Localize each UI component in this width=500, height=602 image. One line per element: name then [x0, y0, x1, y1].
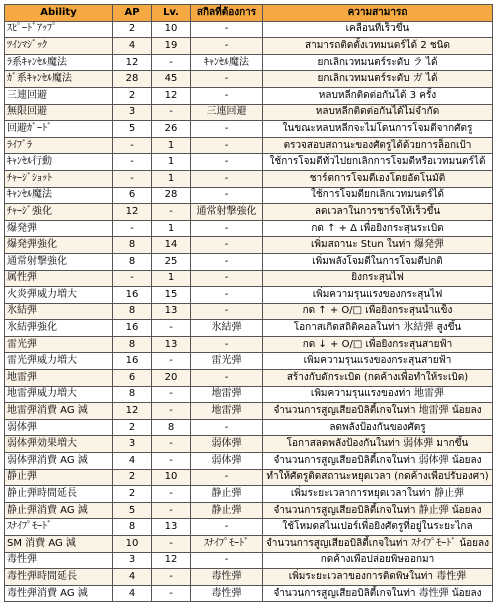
description-cell: จำนวนการสูญเสียอบิลิตี้เกจในท่า 地雷弾 น้อยลง — [263, 403, 493, 420]
ability-cell: ｽﾅｲﾌﾟﾓｰﾄﾞ — [5, 519, 113, 536]
description-cell: ใช้โหมดสไนเปอร์เพื่อยิงศัตรูที่อยู่ในระยะไกล — [263, 519, 493, 536]
description-cell: เพิ่มระยะเวลาการหยุดเวลาในท่า 静止弾 — [263, 486, 493, 503]
table-row — [5, 502, 493, 519]
ability-cell: 通常射撃強化 — [5, 253, 113, 270]
table-body — [5, 21, 493, 602]
ability-cell: ｷｬﾝｾﾙ行動 — [5, 154, 113, 171]
required-skill-cell: - — [191, 370, 263, 387]
description-cell: ลดพลังป้องกันของศัตรู — [263, 419, 493, 436]
ap-cell: 3 — [113, 552, 152, 569]
ability-cell: 静止弾時間延長 — [5, 486, 113, 503]
required-skill-cell: - — [191, 187, 263, 204]
ability-cell: 雷光弾 — [5, 336, 113, 353]
level-cell: 25 — [152, 253, 191, 270]
description-cell: สามารถติดตั้งเวทมนตร์ได้ 2 ชนิด — [263, 38, 493, 55]
level-cell: - — [152, 320, 191, 337]
table-row — [5, 137, 493, 154]
description-cell: เพิ่มความรุนแรงของกระสุนสายฟ้า — [263, 353, 493, 370]
ap-cell: 2 — [113, 21, 152, 38]
description-cell: เพิ่มสถานะ Stun ในท่า 爆発弾 — [263, 237, 493, 254]
ap-cell: 4 — [113, 569, 152, 586]
description-cell: จำนวนการสูญเสียอบิลิตี้เกจในท่า 静止弾 น้อยลง — [263, 502, 493, 519]
ability-cell: ﾁｬｰｼﾞｼｮｯﾄ — [5, 170, 113, 187]
table-row — [5, 320, 493, 337]
level-cell: 14 — [152, 237, 191, 254]
required-skill-cell: - — [191, 519, 263, 536]
ability-cell: ｽﾋﾟｰﾄﾞｱｯﾌﾟ — [5, 21, 113, 38]
ap-cell: - — [113, 170, 152, 187]
ap-cell: 4 — [113, 453, 152, 470]
description-cell: กดค้างเพื่อปล่อยพิษออกมา — [263, 552, 493, 569]
required-skill-cell: ｽﾅｲﾌﾟﾓｰﾄﾞ — [191, 536, 263, 553]
description-cell: ใช้การโจมตีทั่วไปยกเลิกการโจมตีหรือเวทมนตร์ได้ — [263, 154, 493, 171]
ap-cell: - — [113, 220, 152, 237]
ability-cell: 雷光弾威力増大 — [5, 353, 113, 370]
table-row — [5, 303, 493, 320]
ability-cell: 氷結弾 — [5, 303, 113, 320]
ability-cell: 無限回避 — [5, 104, 113, 121]
ap-cell: 16 — [113, 320, 152, 337]
ap-cell: 12 — [113, 204, 152, 221]
level-cell: 28 — [152, 187, 191, 204]
header-row — [5, 5, 493, 22]
ap-cell: 3 — [113, 436, 152, 453]
ability-cell: 弱体弾効果増大 — [5, 436, 113, 453]
ability-cell: 火炎弾威力増大 — [5, 287, 113, 304]
level-cell: - — [152, 353, 191, 370]
table-row — [5, 38, 493, 55]
ap-cell: 2 — [113, 469, 152, 486]
table-row — [5, 21, 493, 38]
description-cell: เพิ่มพลังโจมตีในการโจมตีปกติ — [263, 253, 493, 270]
header-level: Lv. — [152, 5, 191, 22]
ap-cell: 8 — [113, 386, 152, 403]
description-cell: เคลื่อนที่เร็วขึ้น — [263, 21, 493, 38]
description-cell: เพิ่มความรุนแรงของท่า 地雷弾 — [263, 386, 493, 403]
table-row — [5, 436, 493, 453]
ability-cell: 毒性弾消費 AG 減 — [5, 585, 113, 602]
required-skill-cell: - — [191, 469, 263, 486]
level-cell: 15 — [152, 287, 191, 304]
required-skill-cell: - — [191, 419, 263, 436]
ap-cell: 6 — [113, 187, 152, 204]
description-cell: หลบหลีกติดต่อกันได้ 3 ครั้ง — [263, 87, 493, 104]
description-cell: จำนวนการสูญเสียอบิลิตี้เกจในท่า 毒性弾 น้อยลง — [263, 585, 493, 602]
level-cell: 13 — [152, 303, 191, 320]
ap-cell: 28 — [113, 71, 152, 88]
header-ability: Ability — [5, 5, 113, 22]
ability-cell: ﾂｲﾝﾏｼﾞｯｸ — [5, 38, 113, 55]
required-skill-cell: - — [191, 237, 263, 254]
ap-cell: 10 — [113, 536, 152, 553]
required-skill-cell: - — [191, 270, 263, 287]
ability-cell: ﾗｲﾌﾞﾗ — [5, 137, 113, 154]
ability-cell: 毒性弾 — [5, 552, 113, 569]
table-row — [5, 403, 493, 420]
level-cell: 19 — [152, 38, 191, 55]
description-cell: ยกเลิกเวทมนตร์ระดับ ガ ได้ — [263, 71, 493, 88]
description-cell: ชาร์ตการโจมตีเองโดยอัตโนมัติ — [263, 170, 493, 187]
required-skill-cell: - — [191, 170, 263, 187]
level-cell: 1 — [152, 137, 191, 154]
description-cell: ในขณะหลบหลีกจะไม่โดนการโจมตีจากศัตรู — [263, 121, 493, 138]
required-skill-cell: 毒性弾 — [191, 569, 263, 586]
level-cell: 20 — [152, 370, 191, 387]
table-row — [5, 569, 493, 586]
level-cell: - — [152, 436, 191, 453]
ability-cell: ﾗ系ｷｬﾝｾﾙ魔法 — [5, 54, 113, 71]
level-cell: 26 — [152, 121, 191, 138]
ap-cell: 8 — [113, 519, 152, 536]
level-cell: 10 — [152, 21, 191, 38]
ability-cell: 三連回避 — [5, 87, 113, 104]
required-skill-cell: - — [191, 287, 263, 304]
table-row — [5, 170, 493, 187]
ap-cell: 16 — [113, 287, 152, 304]
description-cell: หลบหลีกติดต่อกันได้ไม่จำกัด — [263, 104, 493, 121]
table-row — [5, 336, 493, 353]
table-row — [5, 253, 493, 270]
description-cell: ยกเลิกเวทมนตร์ระดับ ラ ได้ — [263, 54, 493, 71]
ability-cell: 弱体弾消費 AG 減 — [5, 453, 113, 470]
table-row — [5, 204, 493, 221]
ability-cell: SM 消費 AG 減 — [5, 536, 113, 553]
required-skill-cell: - — [191, 552, 263, 569]
table-row — [5, 386, 493, 403]
description-cell: ยิงกระสุนไฟ — [263, 270, 493, 287]
ap-cell: - — [113, 154, 152, 171]
table-row — [5, 154, 493, 171]
description-cell: สร้างกับดักระเบิด (กดค้างเพื่อทำให้ระเบิด) — [263, 370, 493, 387]
ap-cell: 8 — [113, 303, 152, 320]
level-cell: - — [152, 585, 191, 602]
required-skill-cell: 地雷弾 — [191, 386, 263, 403]
header-required-skill: สกิลที่ต้องการ — [191, 5, 263, 22]
table-row — [5, 519, 493, 536]
required-skill-cell: 通常射撃強化 — [191, 204, 263, 221]
ability-cell: 弱体弾 — [5, 419, 113, 436]
ability-cell: 属性弾 — [5, 270, 113, 287]
header-ap: AP — [113, 5, 152, 22]
table-row — [5, 270, 493, 287]
ap-cell: 8 — [113, 253, 152, 270]
required-skill-cell: - — [191, 303, 263, 320]
table-row — [5, 287, 493, 304]
required-skill-cell: - — [191, 336, 263, 353]
level-cell: 45 — [152, 71, 191, 88]
required-skill-cell: 弱体弾 — [191, 453, 263, 470]
description-cell: เพิ่มความรุนแรงของกระสุนไฟ — [263, 287, 493, 304]
ap-cell: - — [113, 270, 152, 287]
ability-cell: 回避ｶﾞｰﾄﾞ — [5, 121, 113, 138]
ability-cell: 爆発弾強化 — [5, 237, 113, 254]
required-skill-cell: - — [191, 21, 263, 38]
required-skill-cell: - — [191, 71, 263, 88]
required-skill-cell: 氷結弾 — [191, 320, 263, 337]
level-cell: - — [152, 569, 191, 586]
ap-cell: 8 — [113, 336, 152, 353]
table-row — [5, 536, 493, 553]
ap-cell: 2 — [113, 87, 152, 104]
ability-table-container — [4, 4, 493, 602]
description-cell: ใช้การโจมตียกเลิกเวทมนตร์ได้ — [263, 187, 493, 204]
table-row — [5, 104, 493, 121]
level-cell: 1 — [152, 154, 191, 171]
level-cell: - — [152, 204, 191, 221]
ability-cell: ｷｬﾝｾﾙ魔法 — [5, 187, 113, 204]
ability-cell: 地雷弾威力増大 — [5, 386, 113, 403]
ability-cell: 毒性弾時間延長 — [5, 569, 113, 586]
table-row — [5, 353, 493, 370]
required-skill-cell: ｷｬﾝｾﾙ魔法 — [191, 54, 263, 71]
ap-cell: - — [113, 137, 152, 154]
description-cell: กด ↓ + O/□ เพื่อยิงกระสุนสายฟ้า — [263, 336, 493, 353]
required-skill-cell: - — [191, 87, 263, 104]
level-cell: 13 — [152, 519, 191, 536]
level-cell: 12 — [152, 552, 191, 569]
description-cell: กด ↑ + O/□ เพื่อยิงกระสุนน้ำแข็ง — [263, 303, 493, 320]
ap-cell: 12 — [113, 403, 152, 420]
ability-cell: ﾁｬｰｼﾞ強化 — [5, 204, 113, 221]
required-skill-cell: - — [191, 253, 263, 270]
ability-cell: 氷結弾強化 — [5, 320, 113, 337]
level-cell: - — [152, 403, 191, 420]
required-skill-cell: 雷光弾 — [191, 353, 263, 370]
ability-cell: 地雷弾 — [5, 370, 113, 387]
ap-cell: 2 — [113, 419, 152, 436]
level-cell: - — [152, 453, 191, 470]
table-row — [5, 237, 493, 254]
table-row — [5, 469, 493, 486]
table-row — [5, 486, 493, 503]
table-row — [5, 220, 493, 237]
description-cell: ลดเวลาในการชาร์จให้เร็วขึ้น — [263, 204, 493, 221]
ability-cell: 静止弾 — [5, 469, 113, 486]
required-skill-cell: 静止弾 — [191, 502, 263, 519]
level-cell: - — [152, 486, 191, 503]
ability-cell: ｶﾞ系ｷｬﾝｾﾙ魔法 — [5, 71, 113, 88]
ap-cell: 5 — [113, 502, 152, 519]
ability-cell: 静止弾消費 AG 減 — [5, 502, 113, 519]
description-cell: ทำให้ศัตรูติดสถานะหยุดเวลา (กดค้างเพื่อปรับองศา) — [263, 469, 493, 486]
required-skill-cell: 地雷弾 — [191, 403, 263, 420]
description-cell: เพิ่มระยะเวลาของการติดพิษในท่า 毒性弾 — [263, 569, 493, 586]
required-skill-cell: - — [191, 121, 263, 138]
required-skill-cell: 三連回避 — [191, 104, 263, 121]
table-row — [5, 54, 493, 71]
table-row — [5, 453, 493, 470]
table-row — [5, 552, 493, 569]
level-cell: 8 — [152, 419, 191, 436]
level-cell: - — [152, 54, 191, 71]
table-row — [5, 585, 493, 602]
required-skill-cell: 静止弾 — [191, 486, 263, 503]
description-cell: โอกาสเกิดสถิติคอลในท่า 氷結弾 สูงขึ้น — [263, 320, 493, 337]
ap-cell: 4 — [113, 585, 152, 602]
level-cell: - — [152, 536, 191, 553]
header-description: ความสามารถ — [263, 5, 493, 22]
ap-cell: 5 — [113, 121, 152, 138]
ap-cell: 6 — [113, 370, 152, 387]
ap-cell: 3 — [113, 104, 152, 121]
table-row — [5, 121, 493, 138]
level-cell: 1 — [152, 220, 191, 237]
required-skill-cell: 弱体弾 — [191, 436, 263, 453]
level-cell: 10 — [152, 469, 191, 486]
ability-cell: 地雷弾消費 AG 減 — [5, 403, 113, 420]
ap-cell: 16 — [113, 353, 152, 370]
description-cell: โอกาสลดพลังป้องกันในท่า 弱体弾 มากขึ้น — [263, 436, 493, 453]
required-skill-cell: - — [191, 154, 263, 171]
description-cell: จำนวนการสูญเสียอบิลิตี้เกจในท่า ｽﾅｲﾌﾟﾓｰﾄﾞ น้อยลง — [263, 536, 493, 553]
ability-cell: 爆発弾 — [5, 220, 113, 237]
required-skill-cell: - — [191, 38, 263, 55]
description-cell: จำนวนการสูญเสียอบิลิตี้เกจในท่า 弱体弾 น้อยลง — [263, 453, 493, 470]
required-skill-cell: - — [191, 220, 263, 237]
description-cell: ตรวจสอบสถานะของศัตรูได้ด้วยการล็อกเป้า — [263, 137, 493, 154]
level-cell: - — [152, 104, 191, 121]
level-cell: - — [152, 386, 191, 403]
ap-cell: 12 — [113, 54, 152, 71]
table-row — [5, 187, 493, 204]
level-cell: 1 — [152, 270, 191, 287]
required-skill-cell: 毒性弾 — [191, 585, 263, 602]
level-cell: 1 — [152, 170, 191, 187]
ap-cell: 2 — [113, 486, 152, 503]
table-row — [5, 370, 493, 387]
level-cell: 12 — [152, 87, 191, 104]
table-row — [5, 71, 493, 88]
description-cell: กด ↑ + Δ เพื่อยิงกระสุนระเบิด — [263, 220, 493, 237]
table-row — [5, 419, 493, 436]
ability-table — [4, 4, 493, 602]
table-row — [5, 87, 493, 104]
ap-cell: 8 — [113, 237, 152, 254]
level-cell: 13 — [152, 336, 191, 353]
required-skill-cell: - — [191, 137, 263, 154]
level-cell: - — [152, 502, 191, 519]
ap-cell: 4 — [113, 38, 152, 55]
